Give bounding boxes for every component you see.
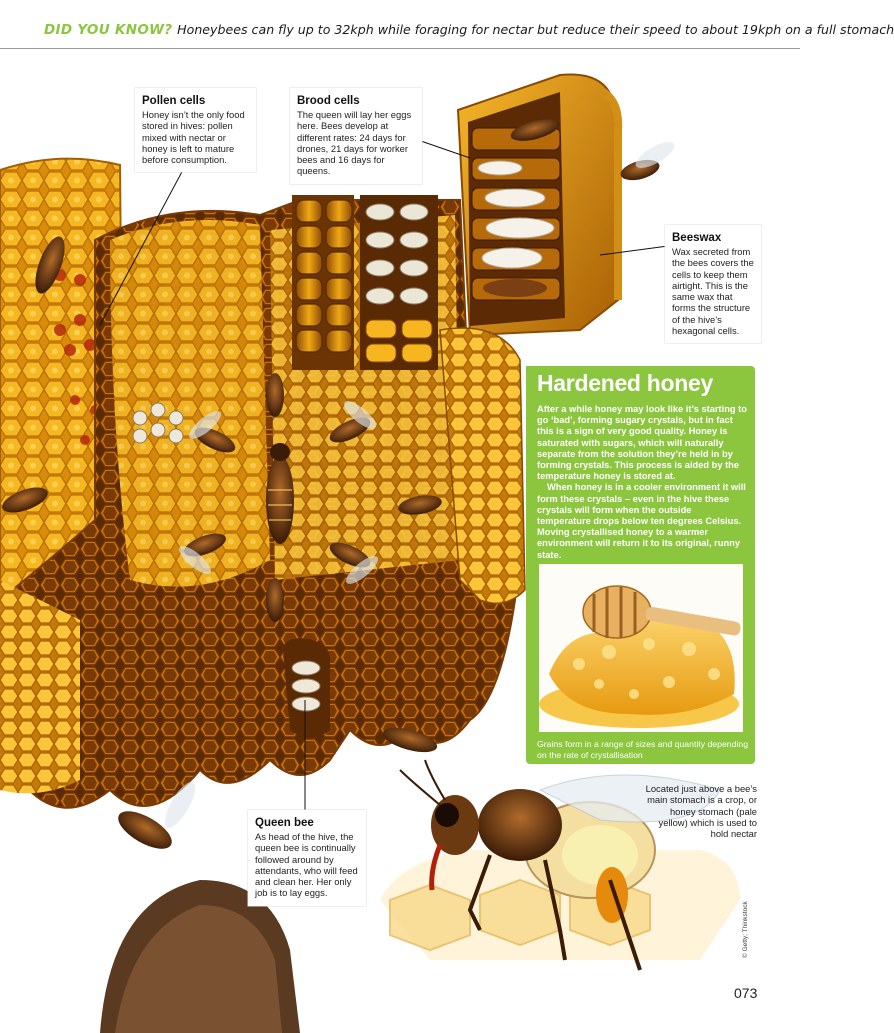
hardened-honey-para-2: When honey is in a cooler environment it will form these crystals – even in the hive these crystals will form when the outside temperature drops below ten degrees Celsius. Moving crystallised honey to a warmer environment will return it to its original, runny state.	[537, 482, 746, 560]
did-you-know-lead: DID YOU KNOW?	[44, 22, 173, 38]
hardened-honey-panel	[526, 366, 755, 764]
queen-bee-text: As head of the hive, the queen bee is continually followed around by attendants, who will feed and clean her. Her only job is to lay eggs.	[255, 831, 358, 899]
pollen-cells-title: Pollen cells	[142, 95, 206, 107]
photo-caption: Grains form in a range of sizes and quantity depending on the rate of crystallisation	[537, 739, 749, 760]
brood-cells-label	[290, 88, 422, 184]
pollen-cells-text: Honey isn’t the only food stored in hives: pollen mixed with nectar or honey is left to mature before consumption.	[142, 109, 245, 166]
queen-bee-label	[248, 810, 366, 906]
beeswax-title: Beeswax	[672, 232, 722, 244]
pollen-cells-label	[135, 88, 256, 172]
image-credit: © Getty; Thinkstock	[742, 901, 749, 958]
page-number: 073	[734, 985, 758, 1001]
beeswax-label	[665, 225, 761, 343]
hardened-honey-title: Hardened honey	[537, 370, 714, 396]
queen-bee-title: Queen bee	[255, 817, 314, 829]
honey-dipper-photo	[539, 564, 743, 732]
hardened-honey-para-1: After a while honey may look like it’s starting to go ‘bad’, forming sugary crystals, but in fact this is a sign of very good quality. Honey is saturated with sugars, which will naturally separate from the solution they’re held in by forming crystals. This process is aided by the temperature honey is stored at.	[537, 404, 747, 482]
hardened-honey-body	[537, 404, 747, 561]
crop-stomach-note: Located just above a bee’s main stomach is a crop, or honey stomach (pale yellow) which is used to hold nectar	[645, 783, 757, 840]
did-you-know-text: Honeybees can fly up to 32kph while foraging for nectar but reduce their speed to about 19kph on a full stomach	[177, 22, 894, 37]
beeswax-text: Wax secreted from the bees covers the cells to keep them airtight. This is the same wax that forms the structure of the hive’s hexagonal cells.	[672, 246, 754, 337]
brood-cells-title: Brood cells	[297, 95, 360, 107]
crystallised-honey-photo	[539, 564, 743, 732]
brood-cells-text: The queen will lay her eggs here. Bees develop at different rates: 24 days for drones, 21 days for worker bees and 16 days for queens.	[297, 109, 412, 177]
